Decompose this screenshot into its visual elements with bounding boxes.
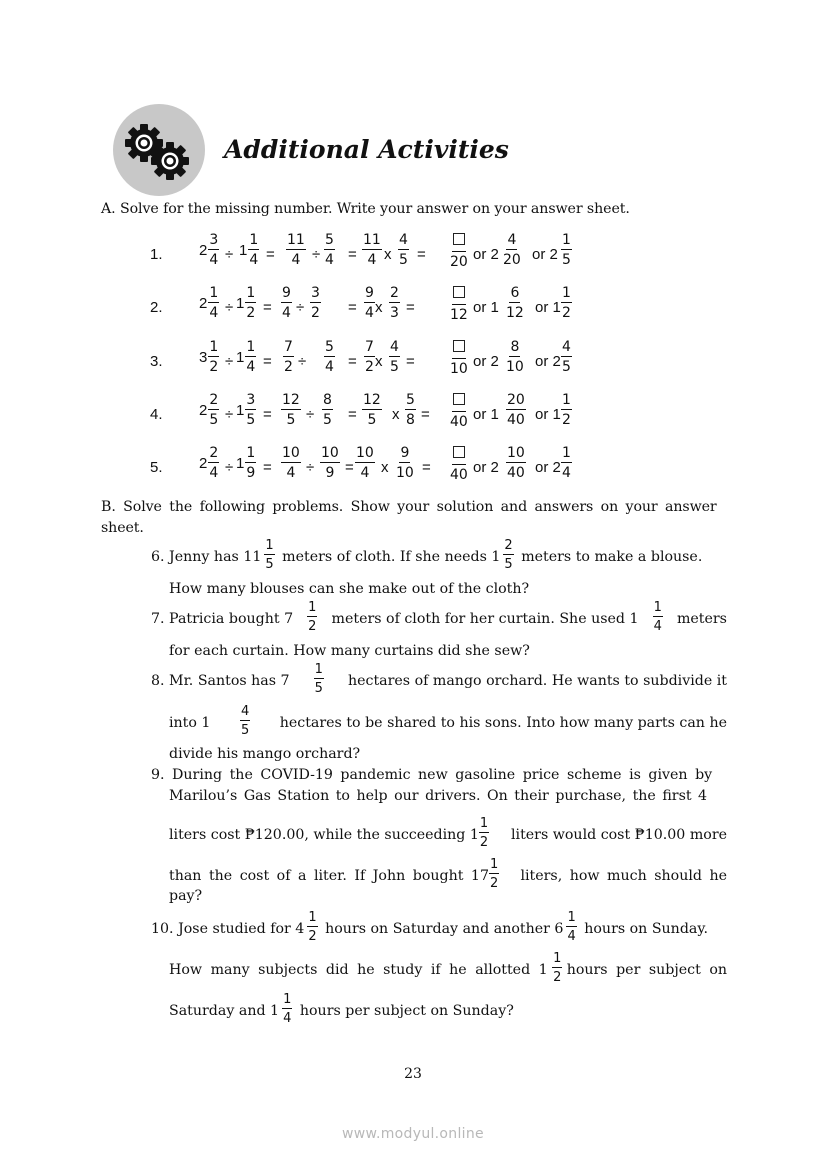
equals-sign: = xyxy=(266,246,275,263)
fraction: 4 5 xyxy=(240,704,250,738)
improper-fraction: $\frac{8}{5}$ xyxy=(323,392,332,428)
answer-fraction: $\frac{10}{40}$ xyxy=(507,445,525,481)
answer-fraction: $\frac{20}{40}$ xyxy=(507,392,525,428)
improper-fraction: $\frac{5}{4}$ xyxy=(325,232,334,268)
or-label: or 2 xyxy=(473,459,499,476)
equals-sign: = xyxy=(417,246,426,263)
or-label: or 1 xyxy=(473,299,499,316)
mixed-number-dividend: 2 $\frac{1}{4}$ xyxy=(199,285,219,321)
reciprocal-fraction: $\frac{4}{5}$ xyxy=(390,339,399,375)
blank-box-icon xyxy=(453,446,465,458)
reciprocal-fraction: $\frac{2}{3}$ xyxy=(390,285,399,321)
problem-7-line2: for each curtain. How many curtains did she sew? xyxy=(169,643,530,659)
missing-number-blank[interactable]: 40 xyxy=(450,393,468,429)
improper-fraction: $\frac{9}{4}$ xyxy=(282,285,291,321)
equals-sign: = xyxy=(406,299,415,316)
divide-operator: ÷ xyxy=(296,299,305,316)
problem-7-line1: 7. Patricia bought 7 1 2 meters of cloth for her curtain. She used 1 1 4 meters xyxy=(151,600,727,634)
equals-sign: = xyxy=(348,406,357,423)
equals-sign: = xyxy=(348,246,357,263)
improper-fraction: $\frac{5}{4}$ xyxy=(325,339,334,375)
equals-sign: = xyxy=(263,353,272,370)
equals-sign: = xyxy=(421,406,430,423)
text: 6. Jenny has 11 $\frac{1}{5}$ meters of cloth. If she needs 1 $\frac{2}{5}$ meters to make a blouse. xyxy=(151,538,703,572)
answer-fraction: $\frac{8}{10}$ xyxy=(506,339,524,375)
improper-fraction: $\frac{7}{2}$ xyxy=(284,339,293,375)
mixed-number-divisor: 1 $\frac{1}{2}$ xyxy=(236,285,256,321)
multiply-operator: x xyxy=(375,353,383,370)
improper-fraction: $\frac{10}{9}$ xyxy=(321,445,339,481)
simplified-answer: $\frac{1}{4}$ xyxy=(562,445,571,481)
improper-fraction: $\frac{3}{2}$ xyxy=(311,285,320,321)
mixed-number-dividend: 2 $\frac{3}{4}$ xyxy=(199,232,219,268)
reciprocal-fraction: $\frac{4}{5}$ xyxy=(399,232,408,268)
fraction: $\frac{1}{2}$ xyxy=(479,816,489,850)
problem-9-line4: than the cost of a liter. If John bought 17 $\frac{1}{2}$ liters, how much should he xyxy=(169,857,727,891)
instruction-text: B. Solve the following problems. Show your solution and answers on your answer xyxy=(101,499,717,515)
divide-operator: ÷ xyxy=(306,459,315,476)
missing-number-blank[interactable]: 40 xyxy=(450,446,468,482)
fraction: 1 5 xyxy=(314,662,323,696)
equals-sign: = xyxy=(345,459,354,476)
multiply-operator: x xyxy=(392,406,400,423)
multiply-operator: x xyxy=(384,246,392,263)
blank-box-icon xyxy=(453,286,465,298)
fraction: 1 4 xyxy=(653,600,662,634)
fraction: 1 2 xyxy=(308,600,317,634)
part-b-instruction-line2: sheet. xyxy=(101,520,144,536)
improper-fraction: $\frac{7}{2}$ xyxy=(365,339,374,375)
page-number: 23 xyxy=(404,1066,422,1082)
problem-9-line3: liters cost ₱120.00, while the succeeding 1 $\frac{1}{2}$ liters would cost ₱10.00 more xyxy=(169,816,727,850)
missing-number-blank[interactable]: 10 xyxy=(450,340,468,376)
equals-sign: = xyxy=(263,459,272,476)
mixed-number-dividend: 2 $\frac{2}{4}$ xyxy=(199,445,219,481)
or-label: or 2 xyxy=(473,246,499,263)
part-a-instruction: A. Solve for the missing number. Write your answer on your answer sheet. xyxy=(101,201,630,217)
exercise-row xyxy=(0,393,826,439)
simplified-answer: $\frac{1}{5}$ xyxy=(562,232,571,268)
answer-fraction: $\frac{4}{20}$ xyxy=(503,232,521,268)
improper-fraction: $\frac{10}{4}$ xyxy=(282,445,300,481)
fraction: $\frac{1}{2}$ xyxy=(489,857,499,891)
item-number: 5. xyxy=(150,459,163,476)
part-b-instruction xyxy=(101,499,727,515)
improper-fraction: $\frac{12}{5}$ xyxy=(282,392,300,428)
problem-10-line2: How many subjects did he study if he allotted 1 1 2 hours per subject on xyxy=(169,951,727,985)
improper-fraction: $\frac{12}{5}$ xyxy=(363,392,381,428)
watermark: www.modyul.online xyxy=(342,1126,484,1142)
exercise-row xyxy=(0,233,826,279)
mixed-number-divisor: 1 $\frac{1}{4}$ xyxy=(239,232,259,268)
problem-8-line1: 8. Mr. Santos has 7 1 5 hectares of mango orchard. He wants to subdivide it xyxy=(151,662,727,696)
multiply-operator: x xyxy=(375,299,383,316)
divide-operator: ÷ xyxy=(225,299,234,316)
multiply-operator: x xyxy=(381,459,389,476)
fraction: $\frac{1}{2}$ xyxy=(308,910,317,944)
mixed-number-divisor: 1 $\frac{3}{5}$ xyxy=(236,392,256,428)
problem-6-line1 xyxy=(151,538,727,573)
missing-number-blank[interactable]: 20 xyxy=(450,233,468,269)
item-number: 2. xyxy=(150,299,163,316)
problem-6-line2: How many blouses can she make out of the cloth? xyxy=(169,581,530,597)
divide-operator: ÷ xyxy=(306,406,315,423)
item-number: 3. xyxy=(150,353,163,370)
mixed-number-divisor: 1 $\frac{1}{9}$ xyxy=(236,445,256,481)
improper-fraction: $\frac{9}{4}$ xyxy=(365,285,374,321)
blank-box-icon xyxy=(453,393,465,405)
equals-sign: = xyxy=(263,406,272,423)
equals-sign: = xyxy=(263,299,272,316)
equals-sign: = xyxy=(406,353,415,370)
fraction: $\frac{2}{5}$ xyxy=(504,538,513,572)
exercise-row xyxy=(0,340,826,386)
part-b-instruction-line1 xyxy=(101,499,727,515)
blank-box-icon xyxy=(453,340,465,352)
divide-operator: ÷ xyxy=(225,246,234,263)
problem-10-line3: Saturday and 1 $\frac{1}{4}$ hours per subject on Sunday? xyxy=(169,992,514,1026)
problem-8-line2: into 1 4 5 hectares to be shared to his sons. Into how many parts can he xyxy=(169,704,727,738)
or-label: or 1 xyxy=(535,406,561,423)
or-label: or 1 xyxy=(535,299,561,316)
or-label: or 2 xyxy=(532,246,558,263)
divide-operator: ÷ xyxy=(225,406,234,423)
mixed-number-divisor: 1 $\frac{1}{4}$ xyxy=(236,339,256,375)
item-number: 1. xyxy=(150,246,163,263)
divide-operator: ÷ xyxy=(312,246,321,263)
problem-10-line1: 10. Jose studied for 4 $\frac{1}{2}$ hours on Saturday and another 6 $\frac{1}{4}$ hours on Sunday. xyxy=(151,910,709,944)
item-number: 4. xyxy=(150,406,163,423)
problem-9-line1: 9. During the COVID-19 pandemic new gasoline price scheme is given by xyxy=(151,767,713,783)
problem-9-line2: Marilou’s Gas Station to help our drivers. On their purchase, the first 4 xyxy=(169,788,708,804)
missing-number-blank[interactable]: 12 xyxy=(450,286,468,322)
reciprocal-fraction: $\frac{5}{8}$ xyxy=(406,392,415,428)
improper-fraction: $\frac{10}{4}$ xyxy=(356,445,374,481)
exercise-row xyxy=(0,286,826,332)
improper-fraction: $\frac{11}{4}$ xyxy=(363,232,381,268)
mixed-number-dividend: 2 $\frac{2}{5}$ xyxy=(199,392,219,428)
exercise-row xyxy=(0,446,826,492)
fraction: $\frac{1}{5}$ xyxy=(265,538,274,572)
problem-9-line5: pay? xyxy=(169,888,203,904)
simplified-answer: $\frac{1}{2}$ xyxy=(562,392,571,428)
divide-operator: ÷ xyxy=(298,353,307,370)
equals-sign: = xyxy=(422,459,431,476)
reciprocal-fraction: $\frac{9}{10}$ xyxy=(396,445,414,481)
divide-operator: ÷ xyxy=(225,459,234,476)
fraction: 1 2 xyxy=(553,951,562,985)
simplified-answer: $\frac{4}{5}$ xyxy=(562,339,571,375)
blank-box-icon xyxy=(453,233,465,245)
divide-operator: ÷ xyxy=(225,353,234,370)
equals-sign: = xyxy=(348,299,357,316)
improper-fraction: $\frac{11}{4}$ xyxy=(287,232,305,268)
or-label: or 2 xyxy=(535,353,561,370)
or-label: or 2 xyxy=(473,353,499,370)
fraction: $\frac{1}{4}$ xyxy=(567,910,576,944)
or-label: or 2 xyxy=(535,459,561,476)
fraction: $\frac{1}{4}$ xyxy=(283,992,292,1026)
equals-sign: = xyxy=(348,353,357,370)
problem-8-line3: divide his mango orchard? xyxy=(169,746,361,762)
simplified-answer: $\frac{1}{2}$ xyxy=(562,285,571,321)
mixed-number-dividend: 3 $\frac{1}{2}$ xyxy=(199,339,219,375)
page-title: Additional Activities xyxy=(224,135,509,164)
gears-icon xyxy=(113,104,205,196)
or-label: or 1 xyxy=(473,406,499,423)
answer-fraction: $\frac{6}{12}$ xyxy=(506,285,524,321)
